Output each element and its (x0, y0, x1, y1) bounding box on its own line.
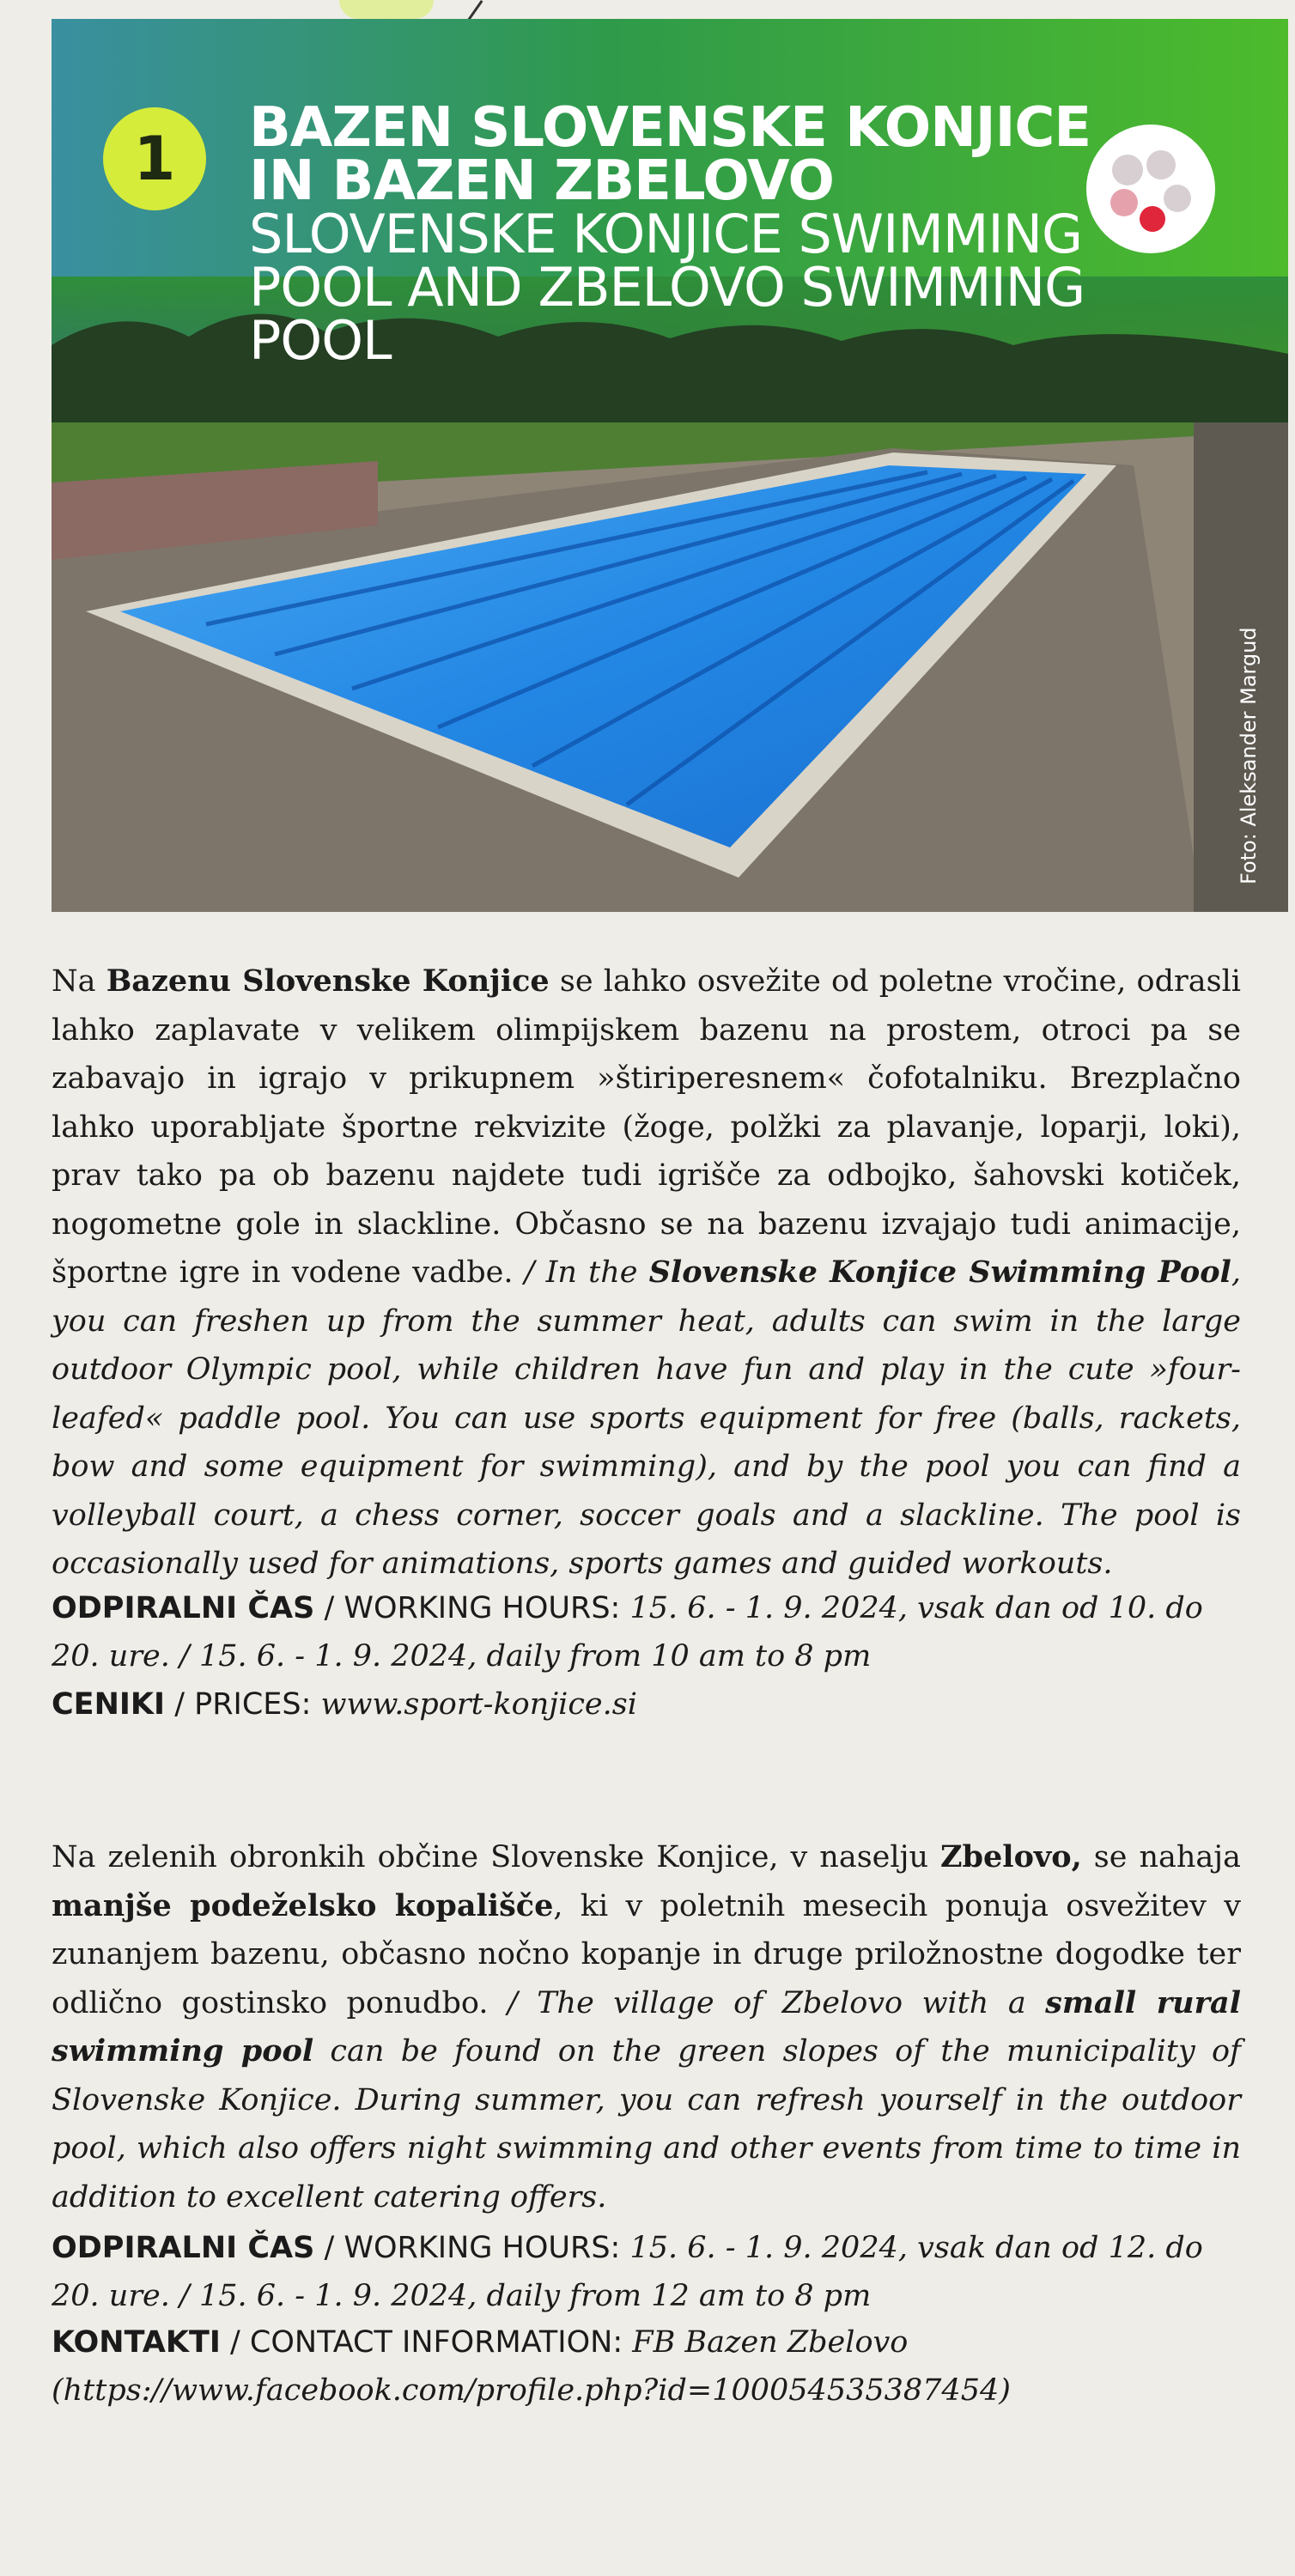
section2-hours-label-bold: ODPIRALNI ČAS (52, 2231, 315, 2265)
section2-italic-2: can be found on the green slopes of the municipality of Slovenske Konjice. During summer, you can refresh yourself in the outdoor pool, which also offers night swimming and other events from time to time in addition to excellent catering offers. (52, 2034, 1241, 2215)
section1-prices-label: / PRICES: (165, 1687, 321, 1722)
section1-paragraph (52, 957, 1241, 1589)
category-logo-icon (1086, 125, 1215, 253)
logo-dot-1 (1112, 155, 1143, 185)
logo-dot-2 (1146, 150, 1176, 179)
section2-italic-1: / The village of Zbelovo with a (507, 1985, 1046, 2020)
section-number-badge: 1 (103, 107, 206, 210)
page-top-decoration (339, 0, 434, 19)
section2-text-2: se nahaja (1081, 1840, 1241, 1874)
photo-credit: Foto: Aleksander Margud (1237, 627, 1261, 884)
section1-prices (52, 1680, 1254, 1728)
section1-prices-link[interactable]: www.sport-konjice.si (320, 1687, 637, 1722)
section1-hours (52, 1584, 1254, 1680)
section1-hours-value: 15. 6. - 1. 9. 2024, vsak dan od 10. do 20. ure. / 15. 6. - 1. 9. 2024, daily from 10 am to 8 pm (52, 1591, 1203, 1674)
section1-italic-bold-1: Slovenske Konjice Swimming Pool (648, 1255, 1231, 1290)
logo-dot-4 (1164, 185, 1191, 212)
section2-bold-2: manjše podeželsko kopališče (52, 1887, 554, 1923)
section2-hours (52, 2224, 1254, 2320)
section2-contact (52, 2318, 1254, 2415)
section1-prices-label-bold: CENIKI (52, 1687, 166, 1722)
title-sl-line-1: BAZEN SLOVENSKE KONJICE (249, 96, 1091, 160)
section2-text-3: , ki v poletnih mesecih ponuja osvežitev v zunanjem bazenu, občasno nočno kopanje in druge priložnostne dogodke ter odlično gostinsko ponudbo. (52, 1888, 1241, 2020)
section1-hours-label: / WORKING HOURS: (314, 1591, 630, 1625)
section2-contact-label: / CONTACT INFORMATION: (220, 2325, 633, 2360)
section2-italic-bold-1: small rural swimming pool (52, 1984, 1242, 2069)
title-en-line-2: POOL AND ZBELOVO SWIMMING POOL (249, 256, 1085, 372)
section2-contact-link[interactable]: FB Bazen Zbelovo (https://www.facebook.com/profile.php?id=100054535387454) (52, 2325, 1011, 2408)
page-title (249, 96, 1194, 372)
section2-paragraph (52, 1833, 1241, 2221)
section1-italic-2: , you can freshen up from the summer heat, adults can swim in the large outdoor Olympic pool, while children have fun and play in the cute »four-leafed« paddle pool. You can use sports equipment for free (balls, rackets, bow and some equipment for swimming), and by the pool you can find a volleyball court, a chess corner, soccer goals and a slackline. The pool is occasionally used for animations, sports games and guided workouts. (52, 1255, 1241, 1581)
section1-bold-1: Bazenu Slovenske Konjice (106, 963, 550, 999)
section2-hours-value: 15. 6. - 1. 9. 2024, vsak dan od 12. do 20. ure. / 15. 6. - 1. 9. 2024, daily from 12 am to 8 pm (52, 2231, 1203, 2313)
section1-text-2: se lahko osvežite od poletne vročine, odrasli lahko zaplavate v velikem olimpijskem bazenu na prostem, otroci pa se zabavajo in igrajo v prikupnem »štiriperesnem« čofotalniku. Brezplačno lahko uporabljate športne rekvizite (žoge, polžki za plavanje, loparji, loki), prav tako pa ob bazenu najdete tudi igrišče za odbojko, šahovski kotiček, nogometne gole in slackline. Občasno se na bazenu izvajajo tudi animacije, športne igre in vodene vadbe. (52, 964, 1241, 1290)
logo-dot-5 (1140, 206, 1165, 232)
section1-hours-label-bold: ODPIRALNI ČAS (52, 1591, 315, 1625)
title-sl-line-2: IN BAZEN ZBELOVO (249, 149, 834, 213)
section2-bold-1: Zbelovo, (939, 1839, 1082, 1874)
section1-text-1: Na (52, 964, 106, 999)
title-en-line-1: SLOVENSKE KONJICE SWIMMING (249, 203, 1083, 265)
section1-italic-1: / In the (524, 1255, 649, 1290)
section2-hours-label: / WORKING HOURS: (314, 2231, 630, 2265)
logo-dot-3 (1110, 189, 1138, 216)
section2-contact-label-bold: KONTAKTI (52, 2325, 221, 2360)
section2-text-1: Na zelenih obronkih občine Slovenske Konjice, v naselju (52, 1840, 940, 1874)
